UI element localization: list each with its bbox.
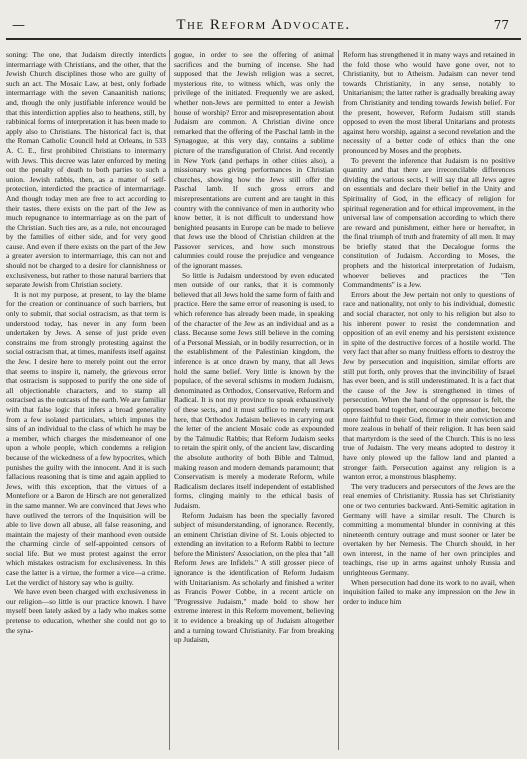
paragraph: gogue, in order to see the offering of animal sacrifices and the burning of incense. She had supposed that the Jewish religion was a secret, mysterious rite, to witness which, was only the privilege of the initiated. Frequently we are asked, whether non-Jews are permitted to enter a Jewish house of worship? Error and misrepresentation about Judaism are common. A Christian divine once remarked that the offering of the Paschal lamb in the Synagogue, at this very day, contains a sublime picture of the transfiguration of Christ. And recently in New York (and perhaps in other cities also), a missionary was giving performances in Christian churches, showing how the Jews still offer the Paschal lamb. If such gross errors and misrepresentations are current and are taught in this country with the connivance of men in authority who know better, it is not difficult to understand how benighted peasants in Europe can be made to believe that Jews use the blood of Christian children at the Passover services, and how such monstrous calumnies could rouse the prejudice and vengeance of the ignorant masses. xyxy=(174,50,334,271)
paragraph: soning: The one, that Judaism directly interdicts intermarriage with Christians, and the other, that the Jewish Church disciplines those who are guilty of such an act. The Mosaic Law, at best, only forbade intermarriage with the seven Canaanitish nations; and, though the only justifiable inference would be that this interdiction applies also to heathens, still, by rabbinical forms of interpretation it has been made to apply also to Christians. The historical fact is, that the Roman Catholic Council held at Orleans, in 533 A. C. E., first prohibited Christians to intermarry with Jews. This decree was later enforced by meting out the penalty of death to both parties to such a union. Jewish rabbis, then, as a matter of self-protection, interdicted the practice of intermarriage. And though today men are free to act according to their tastes, there exists on the part of the Jew as much repugnance to intermarriage as on the part of the Christian. Such ties are, as a rule, not encouraged by the families of either side, and for very good cause. And even if there exists on the part of the Jew a greater aversion to intermarriage, this can not and should not be charged to a desire for clannishness or exclusiveness, but rather to those natural barriers that separate Jewish from Christian society. xyxy=(6,50,166,290)
page-number: 77 xyxy=(493,18,509,32)
running-header xyxy=(6,12,521,40)
paragraph: Errors about the Jew pertain not only to questions of race and nationality, not only to his individual, domestic and social character, not only to his religion but also to his inherent power to resist the condemnation and opposition of an evil enemy and his persistent existence in spite of the destructive forces of a hostile world. The very fact that after so many fruitless efforts to destroy the Jew by persecution and inquisition, similar efforts are still put forth, only proves that the invincibility of Israel has ever been, and is still underestimated. It is a fact that the cause of the Jew is strengthened in times of persecution. When the hand of the oppressor is felt, the oppressed band together, encourage one another, become more faithful to their God, firmer in their conviction and more zealous in behalf of their religion. It has been said that martyrdom is the seed of the Church. This is no less true of Judaism. The very means adopted to destroy it have only plowed up the fallow land and planted a stronger faith. Persecution against any religion is a wanton error, a monstrous blasphemy. xyxy=(343,289,515,482)
paragraph: The very traducers and persecutors of the Jews are the real enemies of Christianity. Russia has set Christianity one or two centuries backward. Anti-Semitic agitation in Germany will have a similar result. The Church is committing a monumental blunder in conniving at this nineteenth century outrage and must sooner or later be overtaken by her Nemesis. The Church should, in her own interest, in the name of her own principles and teachings, rise up in arms against unholy Russia and unrighteous Germany. xyxy=(343,481,515,578)
text-column-3 xyxy=(343,50,515,753)
publication-title: The Reform Advocate. xyxy=(176,17,351,33)
paragraph: When persecution had done its work to no avail, when inquisition failed to make any impression on the Jew in order to induce him xyxy=(343,577,515,606)
paragraph: So little is Judaism understood by even educated men outside of our ranks, that it is commonly believed that all Jews hold the same form of faith and practice. Here the same error of reasoning is used, to which reference has already been made, in speaking of the character of the Jew as an individual and as a class. Because some Jews still believe in the coming of a Personal Messiah, or in bodily resurrection, or in the establishment of the Palestinian kingdom, the inference is at once drawn by many, that all Jews hold the same belief. Very little is known by the populace, of the several schisms in modern Judaism, denominated as Orthodox, Conservative, Reform and Radical. It is not my province to speak exhaustively of these sects, and it must suffice to merely remark here, that Orthodox Judaism believes in carrying out the letter of the ancient Mosaic code as expounded by the Talmudic Rabbis; that Reform Judaism seeks to retain the spirit only, of the ancient law, discarding the absolute authority of both Bible and Talmud, making reason and modern demands paramount; that Conservatism is merely a moderate Reform, while Radicalism declares itself independent of established forms, clinging mainly to the ethical basis of Judaism. xyxy=(174,270,334,510)
paragraph: It is not my purpose, at present, to lay the blame for the creation or continuance of such barriers, but only to submit, that social ostracism, as that term is understood today, has never in any form been undertaken by Jews. A sense of just pride even constrains me from strongly protesting against the social ostracism that, at times, manifests itself against the Jew. I desire here to merely point out the error that seems to inspire it, namely, the grievous error that ostracism is supposed to purify the one side of all objectionable characters, and to stamp all ostracised as the outcasts of the earth. We are familiar with that false logic that infers a broad generality from a few isolated particulars, which imputes the sins of an individual to the class of which he may be a member, which charges the misdemeanor of one upon a whole people, which condemns a religion because of the wickedness of a few hypocrites, which punishes the guilty with the innocent. And it is such fallacious reasoning that is time and again applied to Jews, with this exception, that the virtues of a Montefiore or a Baron de Hirsch are not generalized in the same manner. We are convinced that Jews who have outlived the terrors of the Inquisition will be able to live down all abuse, all false reasoning, and maintain the majesty of their manhood even outside the charming circle of self-appointed censors of social life. But we must protest against the error which mistakes ostracism for exclusiveness. In this case the latter is a virtue, the former a vice—a crime. Let the verdict of history say who is guilty. xyxy=(6,289,166,587)
column-divider xyxy=(169,50,170,750)
text-column-1 xyxy=(6,50,166,753)
paragraph: To prevent the inference that Judaism is no positive quantity and that there are irreconcilable differences dividing the various sects, I will say that all Jews agree on essentials and declare their belief in the Unity and Spirituality of God, in the efficacy of religion for spiritual regeneration and for ethical improvement, in the universal law of compensation according to which there are reward and punishment, either here or hereafter, in the final triumph of truth and fraternity of all men. It may be briefly stated that the Decalogue forms the constitution of Judaism. According to Moses, the prophets and the historical interpretation of Judaism, whoever believes and practices the "Ten Commandments" is a Jew. xyxy=(343,155,515,290)
paragraph: Reform Judaism has been the specially favored subject of misunderstanding, of ignorance. Recently, an eminent Christian divine of St. Louis objected to extending an invitation to a Reform Rabbi to lecture before the Ministers' Association, on the plea that "all Reform Jews are Infidels." A still grosser piece of ignorance is the identification of Reform Judaism with Unitarianism. As scholarly and finished a writer as Francis Power Cobbe, in a recent article on "Progressive Judaism," made bold to show her extreme interest in this Reform movement, believing it to evidence a breaking up of Judaism altogether and a turning toward Christianity. Far from breaking up Judaism, xyxy=(174,510,334,645)
text-column-2 xyxy=(174,50,334,753)
column-divider xyxy=(338,50,339,750)
paragraph: Reform has strengthened it in many ways and retained in the fold those who would have gone over, not to Christianity, but to Atheism. Judaism can never tend towards Christianity, in any sense, notably to Unitarianism; the latter rather is gradually breaking away from Christianity and tending towards Jewish belief. For the present, however, Reform Judaism still stands opposed to even the most liberal Unitarians and protests against hero worship, against a second revelation and the necessity of a better code of ethics than the one pronounced by Moses and the prophets. xyxy=(343,50,515,155)
header-left-mark: — xyxy=(12,18,25,33)
paragraph: We have even been charged with exclusiveness in our religion—so little is our practice known. I have myself been lately asked by a lady who makes some pretense to education, whether she could not go to the syna- xyxy=(6,587,166,635)
